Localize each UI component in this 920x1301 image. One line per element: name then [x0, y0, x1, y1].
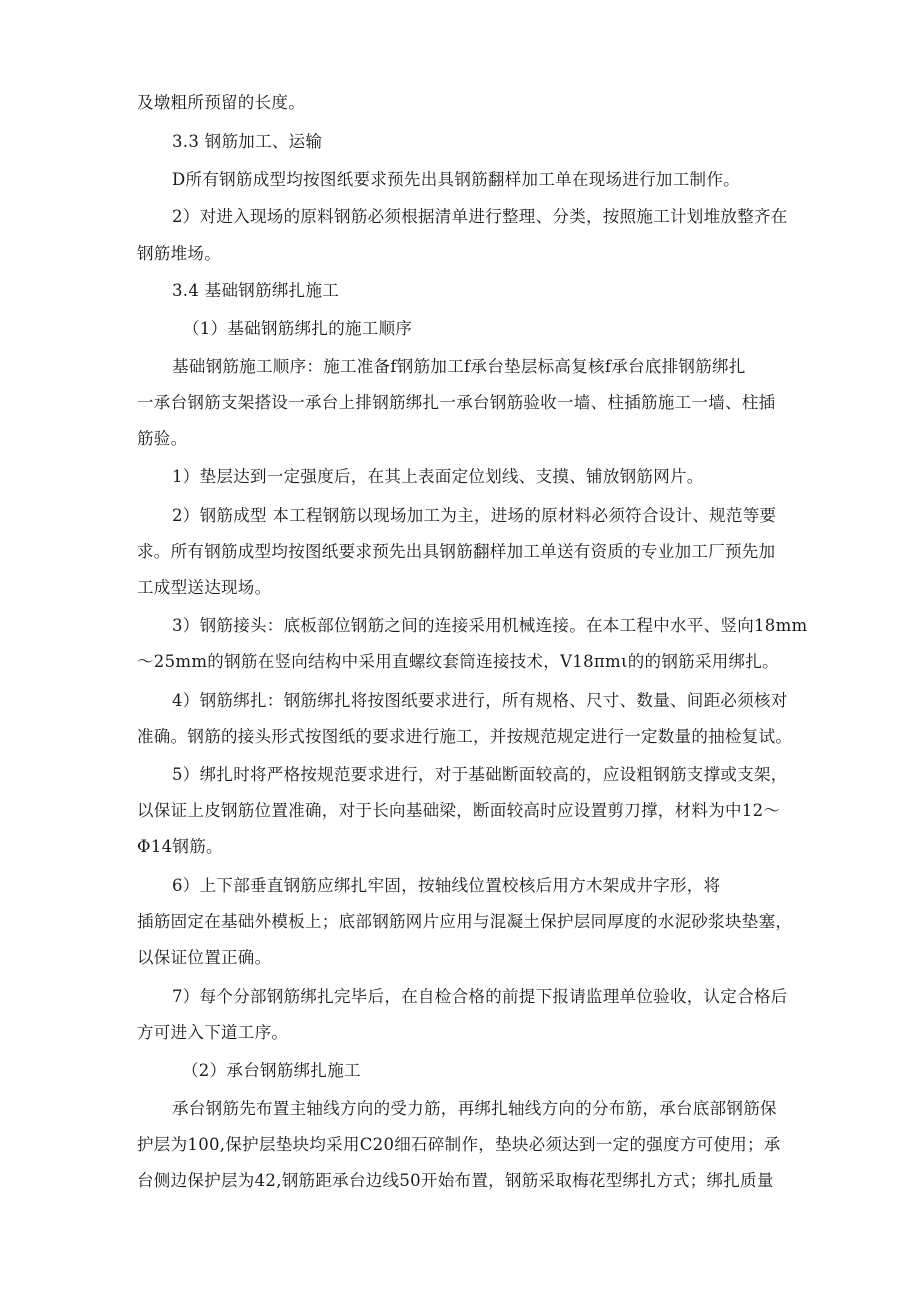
subsection-heading: （2）承台钢筋绑扎施工 — [182, 1061, 361, 1080]
text-line: 4）钢筋绑扎：钢筋绑扎将按图纸要求进行，所有规格、尺寸、数量、间距必须核对 — [172, 691, 788, 710]
text-line: 承台钢筋先布置主轴线方向的受力筋，再绑扎轴线方向的分布筋，承台底部钢筋保 — [172, 1099, 777, 1118]
text-line: 1）垫层达到一定强度后，在其上表面定位划线、支摸、铺放钢筋网片。 — [172, 467, 704, 486]
text-line: 及墩粗所预留的长度。 — [137, 93, 305, 112]
section-heading: 3.4 基础钢筋绑扎施工 — [172, 281, 340, 300]
text-line: Φ14钢筋。 — [137, 837, 223, 856]
text-line: ～25mm的钢筋在竖向结构中采用直螺纹套筒连接技术，V18πmι的的钢筋采用绑扎。 — [137, 652, 779, 671]
subsection-heading: （1）基础钢筋绑扎的施工顺序 — [183, 319, 413, 338]
text-line: 一承台钢筋支架搭设一承台上排钢筋绑扎一承台钢筋验收一墙、柱插筋施工一墙、柱插 — [137, 393, 776, 412]
text-line: 准确。钢筋的接头形式按图纸的要求进行施工，并按规范规定进行一定数量的抽检复试。 — [137, 727, 793, 746]
text-line: 6）上下部垂直钢筋应绑扎牢固，按轴线位置校核后用方木架成井字形，将 — [172, 876, 721, 895]
text-line: 7）每个分部钢筋绑扎完毕后，在自检合格的前提下报请监理单位验收，认定合格后 — [172, 987, 788, 1006]
text-line: 3）钢筋接头：底板部位钢筋之间的连接采用机械连接。在本工程中水平、竖向18mm — [172, 616, 808, 635]
text-line: 方可进入下道工序。 — [137, 1023, 289, 1042]
text-line: 钢筋堆场。 — [137, 244, 221, 263]
text-line: 2）对进入现场的原料钢筋必须根据清单进行整理、分类，按照施工计划堆放整齐在 — [172, 207, 788, 226]
text-line: 台侧边保护层为42,钢筋距承台边线50开始布置，钢筋采取梅花型绑扎方式；绑扎质量 — [137, 1171, 774, 1190]
text-line: 插筋固定在基础外模板上；底部钢筋网片应用与混凝土保护层同厚度的水泥砂浆块垫塞， — [137, 912, 793, 931]
text-line: 基础钢筋施工顺序：施工准备f钢筋加工f承台垫层标高复核f承台底排钢筋绑扎 — [172, 357, 746, 376]
text-line: 以保证位置正确。 — [137, 948, 272, 967]
text-line: 筋验。 — [137, 429, 188, 448]
text-line: 护层为100,保护层垫块均采用C20细石碎制作，垫块必须达到一定的强度方可使用；承 — [137, 1135, 781, 1154]
text-line: 2）钢筋成型 本工程钢筋以现场加工为主，进场的原材料必须符合设计、规范等要 — [172, 506, 777, 525]
section-heading: 3.3 钢筋加工、运输 — [172, 132, 323, 151]
text-line: 工成型送达现场。 — [137, 578, 272, 597]
text-line: 以保证上皮钢筋位置准确，对于长向基础梁，断面较高时应设置剪刀撑，材料为中12～ — [137, 801, 781, 820]
text-line: D所有钢筋成型均按图纸要求预先出具钢筋翻样加工单在现场进行加工制作。 — [172, 170, 740, 189]
text-line: 5）绑扎时将严格按规范要求进行，对于基础断面较高的，应设粗钢筋支撑或支架， — [172, 765, 788, 784]
text-line: 求。所有钢筋成型均按图纸要求预先出具钢筋翻样加工单送有资质的专业加工厂预先加 — [137, 542, 776, 561]
